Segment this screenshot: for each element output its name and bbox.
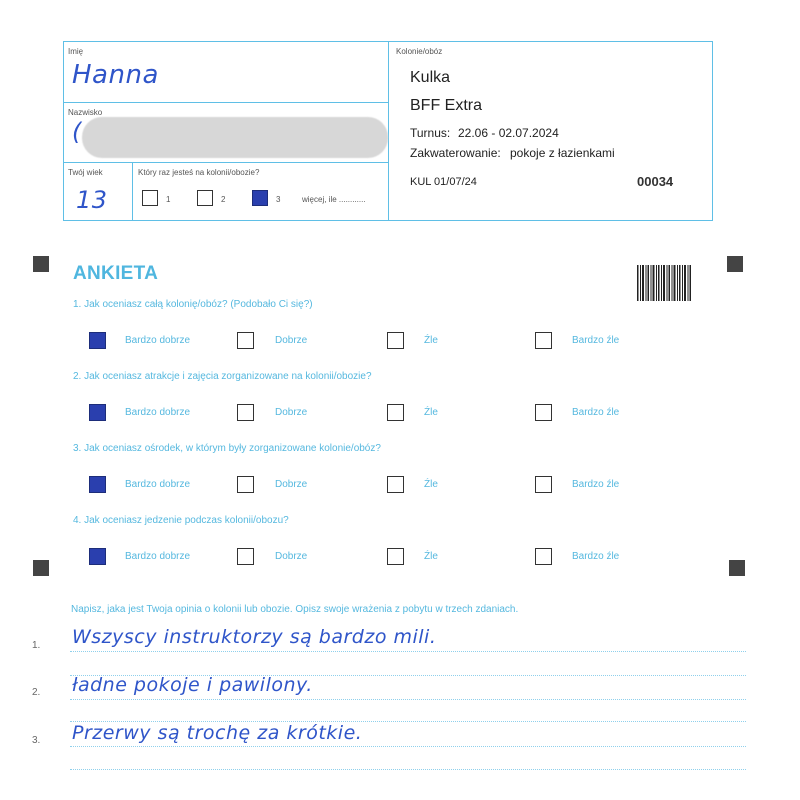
q3-label-very-good: Bardzo dobrze: [125, 479, 191, 490]
opinion-prompt: Napisz, jaka jest Twoja opinia o kolonii lub obozie. Opisz swoje wrażenia z pobytu w trzech zdaniach.: [71, 604, 519, 615]
times-label: Który raz jesteś na kolonii/obozie?: [138, 168, 260, 177]
opinion-line-2-rule: [70, 699, 746, 700]
survey-title: ANKIETA: [73, 263, 159, 284]
q1-label-very-bad: Bardzo źle: [572, 335, 620, 346]
more-times-field[interactable]: więcej, ile ............: [302, 195, 366, 204]
q1-option-very-bad[interactable]: [535, 332, 552, 349]
q2-option-bad[interactable]: [387, 404, 404, 421]
question-2-text: 2. Jak oceniasz atrakcje i zajęcia zorganizowane na kolonii/obozie?: [73, 371, 372, 382]
age-label: Twój wiek: [68, 168, 103, 177]
opinion-line-3b-rule: [70, 769, 746, 770]
name-field[interactable]: Hanna: [72, 60, 159, 90]
q4-option-very-good[interactable]: [89, 548, 106, 565]
header-divider-age: [132, 162, 133, 221]
header-divider-name: [63, 102, 388, 103]
q2-label-very-good: Bardzo dobrze: [125, 407, 191, 418]
question-1-text: 1. Jak oceniasz całą kolonię/obóz? (Podobało Ci się?): [73, 299, 313, 310]
surname-label: Nazwisko: [68, 108, 103, 117]
q4-option-good[interactable]: [237, 548, 254, 565]
form-number: 00034: [637, 174, 674, 189]
q4-option-very-bad[interactable]: [535, 548, 552, 565]
opinion-line-3[interactable]: Przerwy są trochę za krótkie.: [72, 722, 363, 744]
alignment-marker-top-left: [33, 256, 49, 272]
q2-label-bad: Źle: [424, 407, 438, 418]
times-option-2-label: 2: [221, 195, 226, 204]
q4-option-bad[interactable]: [387, 548, 404, 565]
q3-label-bad: Źle: [424, 479, 438, 490]
turnus-label: Turnus:: [410, 126, 451, 140]
opinion-line-3-number: 3.: [32, 735, 41, 746]
camp-program: BFF Extra: [410, 97, 483, 114]
accommodation-label: Zakwaterowanie:: [410, 146, 501, 160]
name-label: Imię: [68, 47, 84, 56]
q1-option-very-good[interactable]: [89, 332, 106, 349]
q3-option-very-good[interactable]: [89, 476, 106, 493]
camp-code: KUL 01/07/24: [410, 176, 477, 188]
opinion-line-1-number: 1.: [32, 640, 41, 651]
age-field[interactable]: 13: [76, 186, 108, 214]
q3-option-very-bad[interactable]: [535, 476, 552, 493]
alignment-marker-bottom-right: [729, 560, 745, 576]
q1-label-very-good: Bardzo dobrze: [125, 335, 191, 346]
opinion-line-2[interactable]: ładne pokoje i pawilony.: [72, 674, 313, 696]
opinion-line-1[interactable]: Wszyscy instruktorzy są bardzo mili.: [72, 626, 437, 648]
opinion-line-2-number: 2.: [32, 687, 41, 698]
q3-label-good: Dobrze: [275, 479, 308, 490]
q2-option-very-bad[interactable]: [535, 404, 552, 421]
camp-label: Kolonie/obóz: [396, 47, 443, 56]
q4-label-very-good: Bardzo dobrze: [125, 551, 191, 562]
q2-label-good: Dobrze: [275, 407, 308, 418]
q2-label-very-bad: Bardzo źle: [572, 407, 620, 418]
q3-option-bad[interactable]: [387, 476, 404, 493]
times-option-1-label: 1: [166, 195, 171, 204]
accommodation-value: pokoje z łazienkami: [510, 146, 615, 160]
q3-option-good[interactable]: [237, 476, 254, 493]
barcode: [637, 265, 691, 301]
q4-label-bad: Źle: [424, 551, 438, 562]
alignment-marker-bottom-left: [33, 560, 49, 576]
q4-label-very-bad: Bardzo źle: [572, 551, 620, 562]
q2-option-very-good[interactable]: [89, 404, 106, 421]
surname-field[interactable]: (: [72, 118, 82, 146]
question-4-text: 4. Jak oceniasz jedzenie podczas kolonii/obozu?: [73, 515, 289, 526]
times-checkbox-3[interactable]: [252, 190, 268, 206]
q2-option-good[interactable]: [237, 404, 254, 421]
times-checkbox-2[interactable]: [197, 190, 213, 206]
header-divider-vertical: [388, 41, 389, 221]
turnus-value: 22.06 - 02.07.2024: [458, 126, 559, 140]
times-checkbox-1[interactable]: [142, 190, 158, 206]
camp-name: Kulka: [410, 69, 451, 86]
q4-label-good: Dobrze: [275, 551, 308, 562]
times-option-3-label: 3: [276, 195, 281, 204]
q1-option-good[interactable]: [237, 332, 254, 349]
question-3-text: 3. Jak oceniasz ośrodek, w którym były zorganizowane kolonie/obóz?: [73, 443, 381, 454]
q1-option-bad[interactable]: [387, 332, 404, 349]
q1-label-bad: Źle: [424, 335, 438, 346]
opinion-line-1-rule: [70, 651, 746, 652]
header-divider-surname: [63, 162, 388, 163]
q3-label-very-bad: Bardzo źle: [572, 479, 620, 490]
opinion-line-3-rule: [70, 746, 746, 747]
q1-label-good: Dobrze: [275, 335, 308, 346]
alignment-marker-top-right: [727, 256, 743, 272]
surname-redaction: [82, 117, 388, 158]
